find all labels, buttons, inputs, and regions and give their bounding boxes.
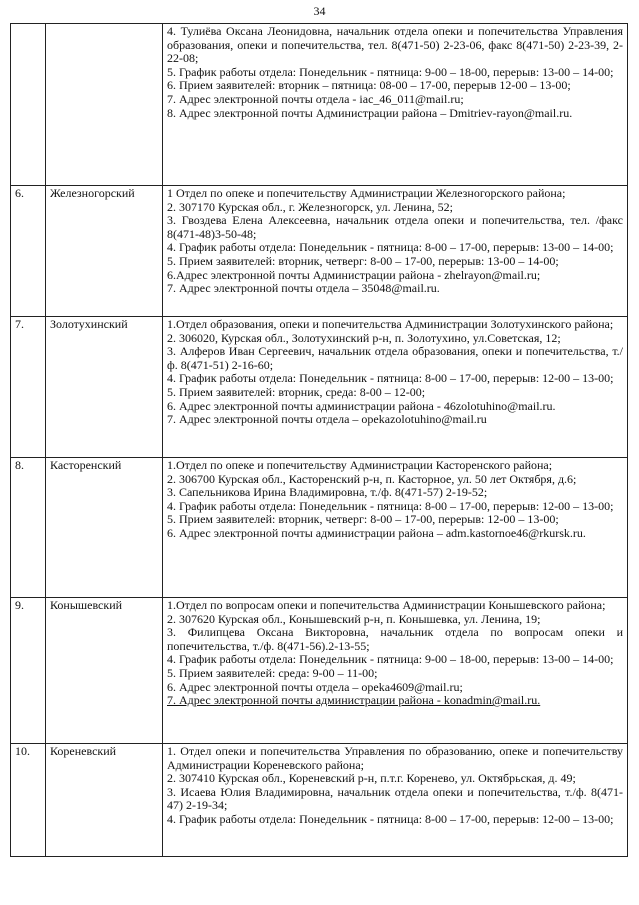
info-line: 6. Прием заявителей: вторник – пятница: 08-00 – 17-00, перерыв 12-00 – 13-00;	[167, 78, 571, 93]
row-number: 9.	[11, 598, 46, 744]
info-line: 7. Адрес электронной почты отдела - iac_46_011@mail.ru;	[167, 91, 464, 106]
info-line: 3. Алферов Иван Сергеевич, начальник отдела образования, опеки и попечительства, т./ф. 8(471-51) 2-16-60;	[167, 344, 623, 372]
table-row	[11, 744, 628, 857]
district-name: Касторенский	[46, 458, 163, 598]
row-number: 8.	[11, 458, 46, 598]
info-line: 4. График работы отдела: Понедельник - пятница: 8-00 – 17-00, перерыв: 13-00 – 14-00;	[167, 240, 614, 255]
info-line: 6. Адрес электронной почты отдела – opeka4609@mail.ru;	[167, 679, 463, 694]
info-line: 6. Адрес электронной почты администрации района – adm.kastornoe46@rkursk.ru.	[167, 525, 586, 540]
info-line: 3. Гвоздева Елена Алексеевна, начальник отдела опеки и попечительства, тел. /факс 8(471-48)3-50-48;	[167, 213, 623, 241]
info-line: 1.Отдел по вопросам опеки и попечительства Администрации Конышевского района;	[167, 598, 606, 612]
info-line: 7. Адрес электронной почты отдела – opekazolotuhino@mail.ru	[167, 412, 487, 427]
info-line: 5. Прием заявителей: вторник, четверг: 8-00 – 17-00, перерыв: 12-00 – 13-00;	[167, 512, 559, 527]
info-line: 5. Прием заявителей: среда: 9-00 – 11-00;	[167, 665, 378, 680]
table-row	[11, 458, 628, 598]
districts-table	[10, 23, 628, 857]
info-line: 3. Сапельникова Ирина Владимировна, т./ф. 8(471-57) 2-19-52;	[167, 485, 488, 500]
district-name	[46, 24, 163, 186]
district-info	[163, 317, 628, 458]
info-line: 4. Тулиёва Оксана Леонидовна, начальник отдела опеки и попечительства Управления образования, опеки и попечительства, тел. 8(471-50) 2-23-06, факс 8(471-50) 2-23-39, 2-22-08;	[167, 24, 623, 66]
info-line: 2. 306020, Курская обл., Золотухинский р-н, п. Золотухино, ул.Советская, 12;	[167, 330, 561, 345]
info-line: 5. Прием заявителей: вторник, среда: 8-00 – 12-00;	[167, 384, 426, 399]
info-line: 3. Филипцева Оксана Викторовна, начальник отдела по вопросам опеки и попечительства, т./ф. 8(471-56).2-13-55;	[167, 625, 623, 653]
table-row	[11, 24, 628, 186]
row-number: 6.	[11, 186, 46, 317]
district-info	[163, 24, 628, 186]
info-line: 7. Адрес электронной почты администрации района - konadmin@mail.ru.	[167, 693, 541, 708]
row-number: 7.	[11, 317, 46, 458]
district-name: Золотухинский	[46, 317, 163, 458]
info-line: 1.Отдел образования, опеки и попечительства Администрации Золотухинского района;	[167, 317, 614, 331]
info-line: 6.Адрес электронной почты Администрации района - zhelrayon@mail.ru;	[167, 267, 541, 282]
info-line: 2. 307170 Курская обл., г. Железногорск, ул. Ленина, 52;	[167, 199, 453, 214]
info-line: 4. График работы отдела: Понедельник - пятница: 9-00 – 18-00, перерыв: 13-00 – 14-00;	[167, 652, 614, 667]
info-line: 2. 307410 Курская обл., Кореневский р-н, п.т.г. Коренево, ул. Октябрьская, д. 49;	[167, 771, 576, 786]
info-line: 7. Адрес электронной почты отдела – 35048@mail.ru.	[167, 281, 440, 296]
table-row	[11, 186, 628, 317]
row-number: 10.	[11, 744, 46, 857]
district-info	[163, 186, 628, 317]
info-line: 4. График работы отдела: Понедельник - пятница: 8-00 – 17-00, перерыв: 12-00 – 13-00;	[167, 371, 614, 386]
info-line: 2. 306700 Курская обл., Касторенский р-н, п. Касторное, ул. 50 лет Октября, д.6;	[167, 471, 577, 486]
district-name: Кореневский	[46, 744, 163, 857]
info-line: 3. Исаева Юлия Владимировна, начальник отдела опеки и попечительства, т./ф. 8(471-47) 2-19-34;	[167, 784, 623, 813]
info-line: 5. График работы отдела: Понедельник - пятница: 9-00 – 18-00, перерыв: 13-00 – 14-00;	[167, 64, 614, 79]
info-line: 6. Адрес электронной почты администрации района - 46zolotuhino@mail.ru.	[167, 398, 556, 413]
info-line: 8. Адрес электронной почты Администрации района – Dmitriev-rayon@mail.ru.	[167, 105, 573, 120]
district-info	[163, 744, 628, 857]
info-line: 1. Отдел опеки и попечительства Управления по образованию, опеке и попечительству Администрации Кореневского района;	[167, 744, 623, 772]
info-line: 4. График работы отдела: Понедельник - пятница: 8-00 – 17-00, перерыв: 12-00 – 13-00;	[167, 498, 614, 513]
info-line: 4. График работы отдела: Понедельник - пятница: 8-00 – 17-00, перерыв: 12-00 – 13-00;	[167, 811, 614, 826]
info-line: 1 Отдел по опеке и попечительству Администрации Железногорского района;	[167, 186, 566, 200]
info-line: 5. Прием заявителей: вторник, четверг: 8-00 – 17-00, перерыв: 13-00 – 14-00;	[167, 253, 559, 268]
district-info	[163, 458, 628, 598]
district-name: Железногорский	[46, 186, 163, 317]
table-row	[11, 598, 628, 744]
info-line: 2. 307620 Курская обл., Конышевский р-н, п. Конышевка, ул. Ленина, 19;	[167, 611, 541, 626]
row-number	[11, 24, 46, 186]
table-row	[11, 317, 628, 458]
page-number: 34	[313, 4, 326, 18]
info-line: 1.Отдел по опеке и попечительству Администрации Касторенского района;	[167, 458, 553, 472]
district-info	[163, 598, 628, 744]
district-name: Конышевский	[46, 598, 163, 744]
